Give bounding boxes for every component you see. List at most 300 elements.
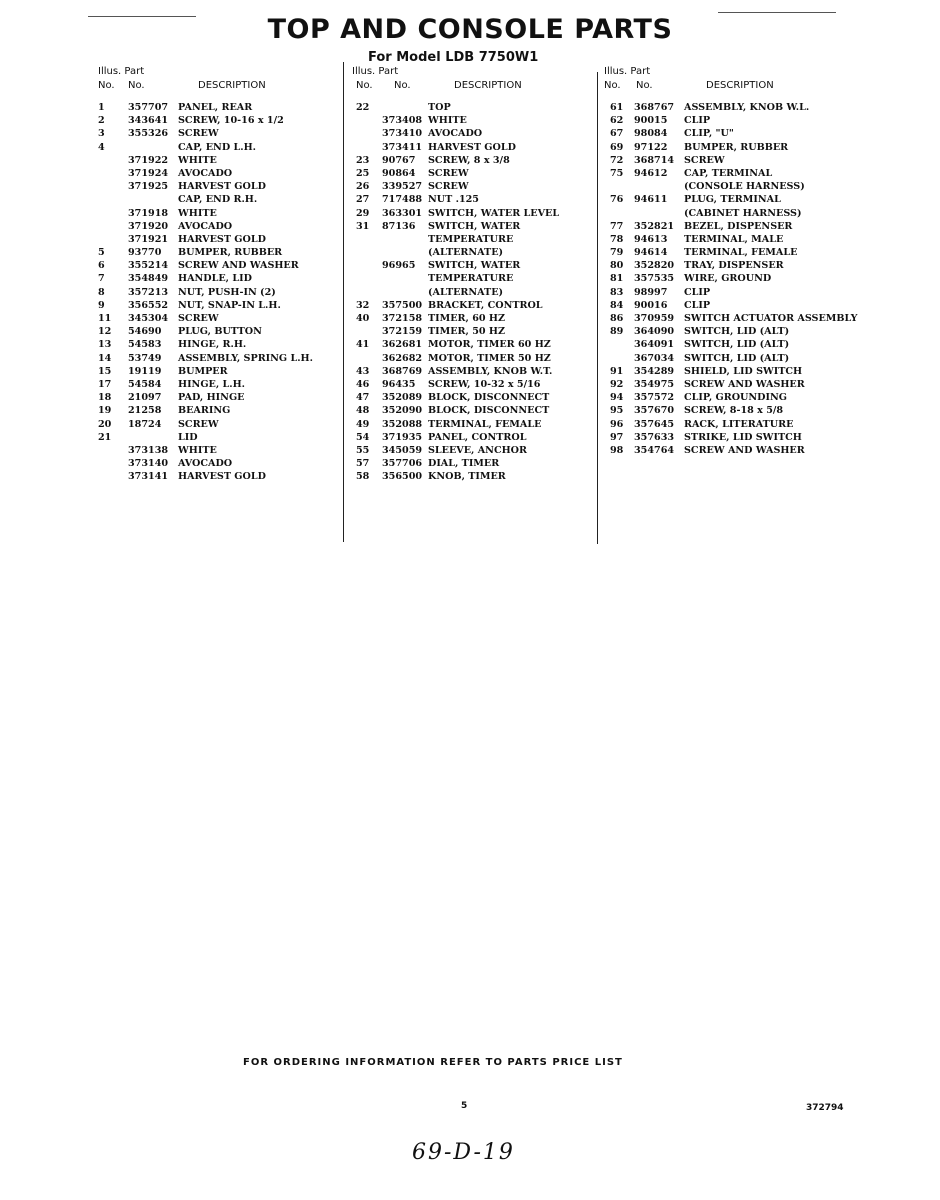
part-number: 352090 [382,405,423,417]
part-description: SCREW, 8 x 3/8 [428,154,510,166]
part-number: 352821 [634,220,675,232]
part-description: CAP, END R.H. [178,194,258,206]
illus-number: 18 [98,392,112,404]
part-row [98,366,338,379]
illus-number: 76 [610,194,624,206]
part-description: TERMINAL, MALE [684,233,784,245]
header-illus: Illus. Part [604,66,651,77]
part-number: 368714 [634,154,675,166]
part-row [98,419,338,432]
part-number: 371935 [382,431,423,443]
part-row [604,155,874,168]
part-description: STRIKE, LID SWITCH [684,431,802,443]
column-divider-1 [343,62,344,542]
part-description: HANDLE, LID [178,273,252,285]
part-number: 357213 [128,286,169,298]
part-number: 94612 [634,167,668,179]
part-number: 368767 [634,102,675,113]
part-row [352,128,592,141]
part-row [604,419,874,432]
part-row [604,273,874,286]
part-number: 53749 [128,352,162,364]
part-number: 94611 [634,194,668,206]
illus-number: 2 [98,115,105,127]
part-row [604,326,874,339]
part-row [352,445,592,458]
part-number: 54690 [128,326,162,338]
illus-number: 19 [98,405,112,417]
part-row [352,142,592,155]
illus-number: 72 [610,154,624,166]
illus-number: 46 [356,378,370,390]
part-description: PLUG, BUTTON [178,326,262,338]
part-description: CLIP [684,299,711,311]
illus-number: 67 [610,128,624,140]
part-row [352,102,592,115]
part-number: 357706 [382,458,423,470]
illus-number: 58 [356,471,370,483]
part-number: 362681 [382,339,423,351]
part-description: BUMPER, RUBBER [684,141,789,153]
part-number: 370959 [634,313,675,324]
part-description: TOP [428,102,451,113]
part-number: 90016 [634,299,668,311]
illus-number: 26 [356,181,370,193]
part-row [604,142,874,155]
illus-number: 6 [98,260,105,272]
part-description: (ALTERNATE) [428,286,504,298]
part-number: 364090 [634,326,675,338]
illus-number: 98 [610,444,624,456]
part-description: SHIELD, LID SWITCH [684,365,803,377]
part-description: TEMPERATURE [428,273,514,285]
illus-number: 96 [610,418,624,430]
part-row [604,115,874,128]
parts-list [604,102,874,458]
column-divider-2 [597,72,598,544]
part-row [352,313,592,326]
part-description: CLIP, "U" [684,128,734,140]
part-row [352,194,592,207]
part-row [98,102,338,115]
part-description: SCREW [178,418,219,430]
part-description: SWITCH, WATER LEVEL [428,207,560,219]
part-description: SCREW [178,128,219,140]
part-description: PANEL, REAR [178,102,253,113]
part-row [352,181,592,194]
illus-number: 8 [98,286,105,298]
part-description: TERMINAL, FEMALE [428,418,542,430]
part-description: BRACKET, CONTROL [428,299,543,311]
part-description: NUT, SNAP-IN L.H. [178,299,281,311]
illus-number: 94 [610,392,624,404]
part-description: (CONSOLE HARNESS) [684,181,805,193]
part-row [98,181,338,194]
part-number: 356500 [382,471,423,483]
part-description: HARVEST GOLD [178,233,266,245]
illus-number: 62 [610,115,624,127]
part-number: 345304 [128,313,169,324]
part-number: 355214 [128,260,169,272]
part-number: 354849 [128,273,169,285]
part-row [604,102,874,115]
part-number: 373138 [128,444,169,456]
part-row [604,353,874,366]
part-description: BLOCK, DISCONNECT [428,392,550,404]
part-row [352,471,592,484]
parts-column-3 [604,66,874,458]
part-description: WHITE [178,154,217,166]
part-description: CLIP [684,115,711,127]
part-number: 94613 [634,233,668,245]
part-number: 96435 [382,378,416,390]
illus-number: 48 [356,405,370,417]
part-description: TERMINAL, FEMALE [684,247,798,259]
part-row [352,221,592,234]
part-number: 345059 [382,444,423,456]
illus-number: 21 [98,431,112,443]
part-row [98,194,338,207]
part-row [604,287,874,300]
illus-number: 5 [98,247,105,259]
part-row [98,458,338,471]
part-number: 19119 [128,365,162,377]
part-row [98,221,338,234]
part-row [604,168,874,181]
part-row [98,339,338,352]
illus-number: 43 [356,365,370,377]
part-description: SCREW AND WASHER [684,444,805,456]
part-row [352,287,592,300]
part-description: BUMPER, RUBBER [178,247,283,259]
part-row [352,115,592,128]
part-description: CLIP [684,286,711,298]
part-row [98,300,338,313]
part-description: MOTOR, TIMER 60 HZ [428,339,551,351]
part-description: SCREW [428,167,469,179]
part-row [604,181,874,194]
part-description: SCREW AND WASHER [684,378,805,390]
illus-number: 32 [356,299,370,311]
header-illus-no: No. [98,80,115,91]
part-number: 373411 [382,141,423,153]
part-row [352,300,592,313]
part-description: BUMPER [178,365,228,377]
part-row [604,128,874,141]
illus-number: 54 [356,431,370,443]
part-row [352,339,592,352]
illus-number: 27 [356,194,370,206]
part-row [98,128,338,141]
header-part-no: No. [394,80,411,91]
part-number: 357645 [634,418,675,430]
header-description: DESCRIPTION [454,80,522,91]
illus-number: 12 [98,326,112,338]
part-description: AVOCADO [178,167,233,179]
parts-column-1 [98,66,338,484]
part-row [352,326,592,339]
part-row [604,194,874,207]
part-number: 372158 [382,313,423,324]
part-number: 93770 [128,247,162,259]
part-row [352,379,592,392]
ordering-info-footer: FOR ORDERING INFORMATION REFER TO PARTS PRICE LIST [243,1057,623,1068]
part-description: (CABINET HARNESS) [684,207,802,219]
illus-number: 7 [98,273,105,285]
illus-number: 69 [610,141,624,153]
illus-number: 75 [610,167,624,179]
part-description: WHITE [178,444,217,456]
part-description: SWITCH, LID (ALT) [684,339,790,351]
part-number: 343641 [128,115,169,127]
part-number: 54584 [128,378,162,390]
part-description: BEZEL, DISPENSER [684,220,793,232]
part-description: ASSEMBLY, KNOB W.L. [684,102,810,113]
part-number: 352088 [382,418,423,430]
part-number: 339527 [382,181,423,193]
part-description: SCREW [178,313,219,324]
header-illus-no: No. [604,80,621,91]
part-row [98,326,338,339]
illus-number: 20 [98,418,112,430]
illus-number: 17 [98,378,112,390]
page-title: TOP AND CONSOLE PARTS [267,14,673,45]
parts-column-2 [352,66,592,484]
part-row [352,419,592,432]
part-row [98,234,338,247]
part-number: 357633 [634,431,675,443]
part-description: KNOB, TIMER [428,471,506,483]
illus-number: 83 [610,286,624,298]
header-description: DESCRIPTION [706,80,774,91]
part-row [98,405,338,418]
part-description: SCREW [684,154,725,166]
part-number: 371925 [128,181,169,193]
part-row [98,273,338,286]
part-description: SWITCH, LID (ALT) [684,326,790,338]
column-header [98,66,338,102]
part-row [98,142,338,155]
part-description: CAP, END L.H. [178,141,256,153]
part-number: 96965 [382,260,416,272]
part-description: HARVEST GOLD [178,471,266,483]
part-number: 87136 [382,220,416,232]
part-row [604,432,874,445]
illus-number: 15 [98,365,112,377]
header-illus-no: No. [356,80,373,91]
illus-number: 97 [610,431,624,443]
part-number: 98997 [634,286,668,298]
illus-number: 78 [610,233,624,245]
part-number: 372159 [382,326,423,338]
part-description: TRAY, DISPENSER [684,260,784,272]
part-number: 98084 [634,128,668,140]
handwritten-note: 69-D-19 [412,1140,515,1165]
part-row [604,366,874,379]
part-number: 371921 [128,233,169,245]
illus-number: 1 [98,102,105,113]
part-row [352,432,592,445]
part-row [604,445,874,458]
part-row [352,168,592,181]
illus-number: 41 [356,339,370,351]
part-number: 717488 [382,194,423,206]
part-description: RACK, LITERATURE [684,418,794,430]
part-number: 371920 [128,220,169,232]
illus-number: 61 [610,102,624,113]
part-number: 356552 [128,299,169,311]
part-number: 355326 [128,128,169,140]
part-number: 21097 [128,392,162,404]
illus-number: 49 [356,418,370,430]
part-row [352,247,592,260]
part-description: BEARING [178,405,231,417]
part-row [352,366,592,379]
part-number: 357535 [634,273,675,285]
part-description: ASSEMBLY, KNOB W.T. [428,365,553,377]
illus-number: 80 [610,260,624,272]
part-row [352,208,592,221]
part-number: 357670 [634,405,675,417]
part-description: HARVEST GOLD [178,181,266,193]
part-description: SWITCH ACTUATOR ASSEMBLY [684,313,858,324]
column-header [604,66,874,102]
part-number: 371924 [128,167,169,179]
illus-number: 3 [98,128,105,140]
part-description: SCREW, 10-16 x 1/2 [178,115,284,127]
illus-number: 95 [610,405,624,417]
part-number: 90864 [382,167,416,179]
part-row [604,221,874,234]
part-row [98,379,338,392]
part-description: BLOCK, DISCONNECT [428,405,550,417]
illus-number: 25 [356,167,370,179]
part-number: 371918 [128,207,169,219]
part-number: 357500 [382,299,423,311]
part-row [352,260,592,273]
part-number: 364091 [634,339,675,351]
part-row [98,260,338,273]
part-number: 354289 [634,365,675,377]
part-row [604,247,874,260]
part-number: 354764 [634,444,675,456]
part-row [604,260,874,273]
part-description: SWITCH, LID (ALT) [684,352,790,364]
part-row [98,287,338,300]
part-description: AVOCADO [428,128,483,140]
part-description: SWITCH, WATER [428,260,521,272]
header-part-no: No. [636,80,653,91]
part-number: 357572 [634,392,675,404]
part-number: 357707 [128,102,169,113]
part-number: 368769 [382,365,423,377]
part-row [604,405,874,418]
illus-number: 4 [98,141,105,153]
part-row [604,392,874,405]
illus-number: 9 [98,299,105,311]
illus-number: 77 [610,220,624,232]
part-description: DIAL, TIMER [428,458,500,470]
illus-number: 81 [610,273,624,285]
illus-number: 11 [98,313,112,324]
part-description: TIMER, 50 HZ [428,326,505,338]
illus-number: 31 [356,220,370,232]
illus-number: 84 [610,299,624,311]
part-number: 90767 [382,154,416,166]
parts-list [352,102,592,484]
illus-number: 89 [610,326,624,338]
part-description: LID [178,431,198,443]
part-row [98,445,338,458]
part-description: AVOCADO [178,458,233,470]
part-row [98,208,338,221]
part-description: TEMPERATURE [428,233,514,245]
illus-number: 22 [356,102,370,113]
illus-number: 29 [356,207,370,219]
part-number: 354975 [634,378,675,390]
part-number: 373410 [382,128,423,140]
page-number: 5 [461,1101,468,1111]
part-description: PANEL, CONTROL [428,431,527,443]
part-description: SCREW AND WASHER [178,260,299,272]
part-description: PLUG, TERMINAL [684,194,781,206]
illus-number: 86 [610,313,624,324]
part-row [604,313,874,326]
part-row [98,247,338,260]
illus-number: 23 [356,154,370,166]
part-row [98,432,338,445]
illus-number: 92 [610,378,624,390]
part-row [98,115,338,128]
part-number: 367034 [634,352,675,364]
part-number: 97122 [634,141,668,153]
part-description: SCREW, 10-32 x 5/16 [428,378,541,390]
part-row [604,339,874,352]
part-description: PAD, HINGE [178,392,245,404]
part-number: 363301 [382,207,423,219]
header-part-no: No. [128,80,145,91]
part-number: 373408 [382,115,423,127]
part-description: SWITCH, WATER [428,220,521,232]
part-description: (ALTERNATE) [428,247,504,259]
part-row [352,353,592,366]
part-number: 90015 [634,115,668,127]
part-description: SCREW, 8-18 x 5/8 [684,405,784,417]
part-description: AVOCADO [178,220,233,232]
parts-list [98,102,338,484]
illus-number: 13 [98,339,112,351]
part-number: 371922 [128,154,169,166]
part-row [352,155,592,168]
part-number: 373141 [128,471,169,483]
part-row [352,273,592,286]
part-number: 373140 [128,458,169,470]
part-number: 18724 [128,418,162,430]
part-row [352,458,592,471]
document-number: 372794 [806,1103,844,1113]
part-row [604,234,874,247]
decorative-rule-right [718,12,836,13]
illus-number: 57 [356,458,370,470]
illus-number: 91 [610,365,624,377]
part-description: WIRE, GROUND [684,273,772,285]
part-row [98,353,338,366]
part-row [604,300,874,313]
part-row [352,234,592,247]
part-description: NUT, PUSH-IN (2) [178,286,276,298]
part-row [352,405,592,418]
part-row [604,379,874,392]
